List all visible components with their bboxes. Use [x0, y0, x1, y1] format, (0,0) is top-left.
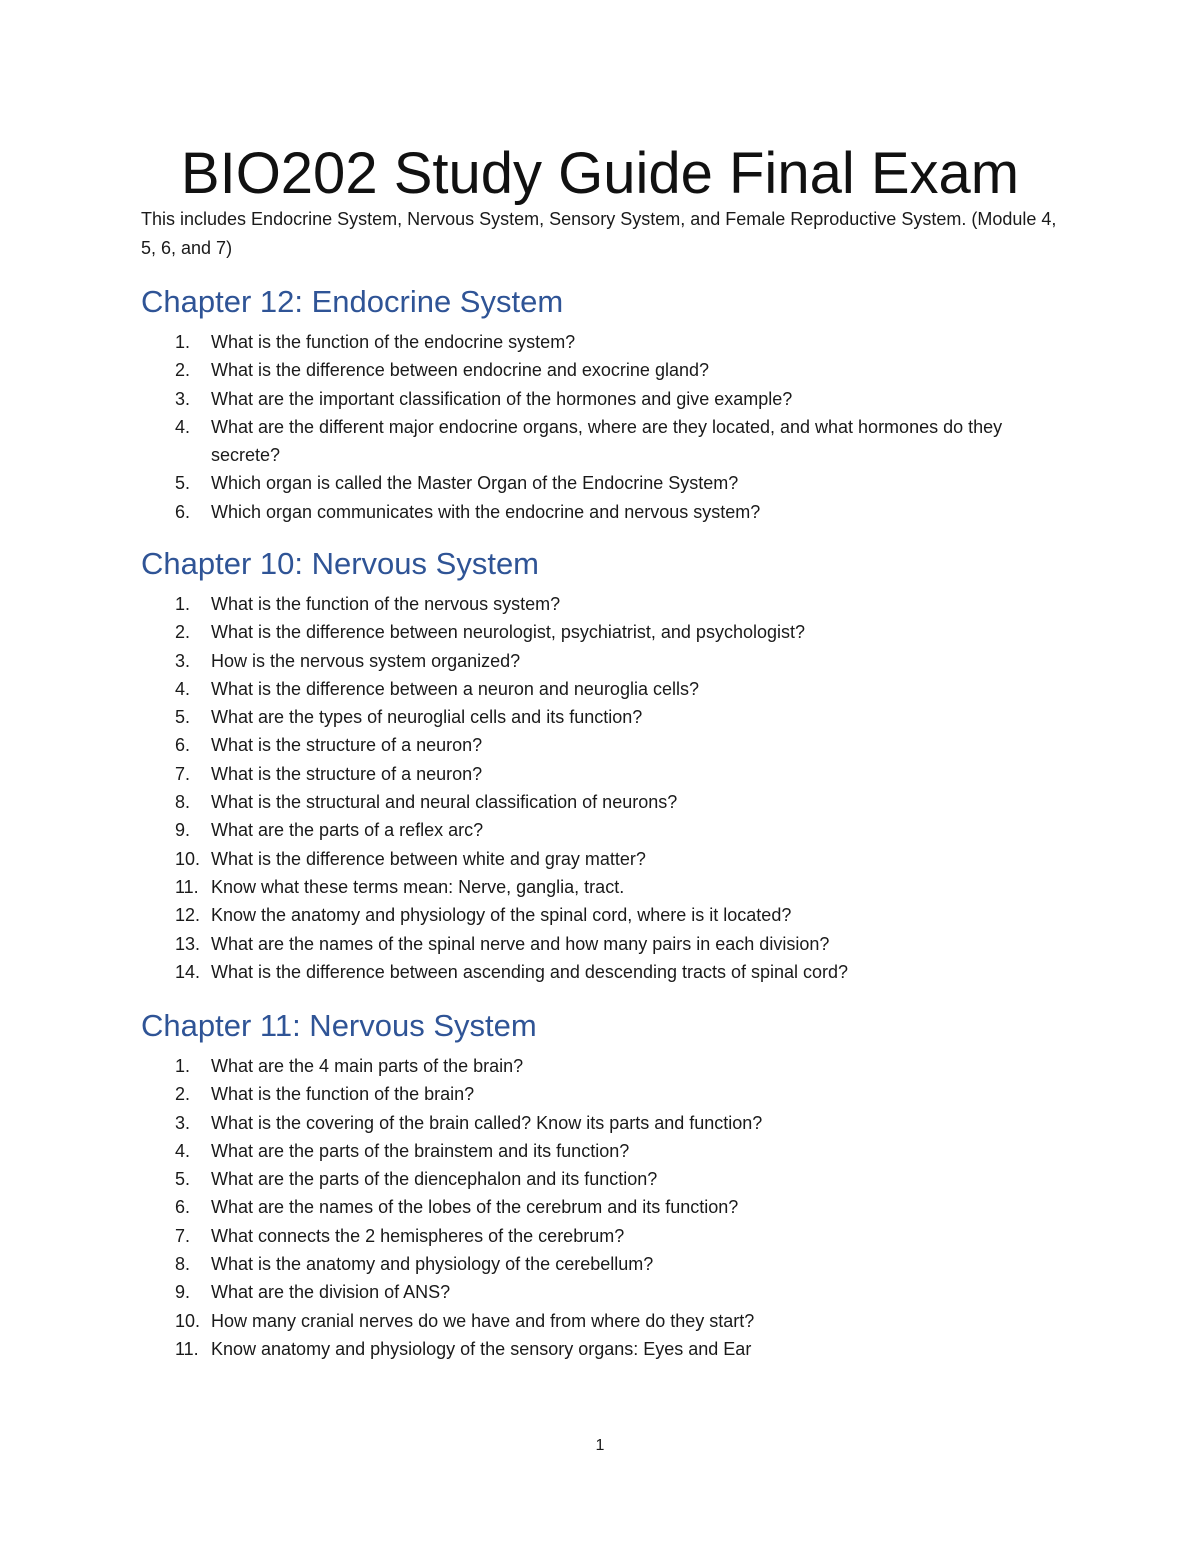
question-text: What is the function of the nervous system? [211, 594, 561, 614]
question-item [141, 760, 1061, 788]
chapter-11-section [141, 1006, 1061, 1363]
question-text: What are the parts of the diencephalon and its function? [211, 1169, 658, 1190]
question-item [141, 618, 1061, 646]
chapter-12-section [141, 282, 1061, 526]
page-number: 1 [595, 1437, 605, 1454]
question-text: What is the covering of the brain called? Know its parts and function? [211, 1112, 763, 1133]
question-text: Which organ is called the Master Organ of the Endocrine System? [211, 473, 739, 494]
question-number: 8. [175, 1254, 191, 1275]
question-text: What is the structure of a neuron? [211, 735, 483, 756]
question-item [141, 816, 1061, 844]
chapter-heading: Chapter 10: Nervous System [141, 546, 540, 581]
question-number: 12. [175, 905, 201, 926]
question-item [141, 1052, 1061, 1080]
question-number: 1. [175, 594, 191, 614]
question-text: What is the difference between ascending and descending tracts of spinal cord? [211, 961, 849, 982]
question-number: 3. [175, 1112, 191, 1133]
question-item [141, 356, 1061, 384]
question-item [141, 703, 1061, 731]
question-text: What is the difference between a neuron and neuroglia cells? [211, 678, 699, 699]
question-item [141, 1307, 1061, 1335]
question-number: 9. [175, 820, 191, 841]
question-item [141, 1278, 1061, 1306]
question-item [141, 1250, 1061, 1278]
question-number: 9. [175, 1282, 191, 1303]
question-text: Know anatomy and physiology of the sensory organs: Eyes and Ear [211, 1338, 752, 1359]
question-text: How is the nervous system organized? [211, 650, 521, 671]
question-text: What is the function of the endocrine system? [211, 332, 576, 352]
question-list [141, 328, 1061, 526]
question-number: 1. [175, 1056, 191, 1076]
question-number: 5. [175, 473, 191, 494]
question-text: What is the function of the brain? [211, 1084, 475, 1105]
question-item [141, 1165, 1061, 1193]
question-text: Know the anatomy and physiology of the spinal cord, where is it located? [211, 905, 792, 926]
question-text: What is the difference between endocrine and exocrine gland? [211, 360, 709, 381]
question-text: What are the types of neuroglial cells and its function? [211, 707, 643, 728]
question-text: What are the names of the spinal nerve and how many pairs in each division? [211, 933, 830, 954]
question-text: Know what these terms mean: Nerve, ganglia, tract. [211, 876, 625, 897]
question-text: What are the parts of the brainstem and its function? [211, 1140, 630, 1161]
question-number: 11. [175, 1338, 199, 1359]
question-item [141, 845, 1061, 873]
question-number: 4. [175, 1140, 191, 1161]
question-number: 7. [175, 1225, 191, 1246]
chapter-10-section [141, 544, 1061, 986]
question-number: 6. [175, 501, 191, 522]
question-item [141, 930, 1061, 958]
question-item [141, 385, 1061, 413]
question-item [141, 1080, 1061, 1108]
question-number: 14. [175, 961, 201, 982]
question-text: What is the structure of a neuron? [211, 763, 483, 784]
question-text: Which organ communicates with the endocrine and nervous system? [211, 501, 761, 522]
question-item [141, 413, 1061, 470]
chapter-heading: Chapter 11: Nervous System [141, 1008, 537, 1043]
question-text: What are the division of ANS? [211, 1282, 451, 1303]
question-number: 4. [175, 416, 191, 437]
question-text: What connects the 2 hemispheres of the cerebrum? [211, 1225, 625, 1246]
question-item [141, 590, 1061, 618]
question-number: 10. [175, 848, 201, 869]
question-item [141, 328, 1061, 356]
chapter-heading: Chapter 12: Endocrine System [141, 284, 564, 319]
question-item [141, 647, 1061, 675]
question-number: 8. [175, 792, 191, 813]
question-item [141, 1193, 1061, 1221]
question-item [141, 901, 1061, 929]
question-text: What is the anatomy and physiology of the cerebellum? [211, 1254, 654, 1275]
question-item [141, 1109, 1061, 1137]
question-number: 5. [175, 1169, 191, 1190]
question-number: 4. [175, 678, 191, 699]
question-number: 3. [175, 650, 191, 671]
question-number: 3. [175, 388, 191, 409]
question-item [141, 1137, 1061, 1165]
question-text: What is the structural and neural classification of neurons? [211, 792, 678, 813]
question-text: What are the names of the lobes of the cerebrum and its function? [211, 1197, 739, 1218]
question-number: 11. [175, 876, 199, 897]
intro-paragraph: This includes Endocrine System, Nervous System, Sensory System, and Female Reproductive System. (Module 4, 5, 6, and 7) [141, 209, 1057, 258]
question-item [141, 958, 1061, 986]
question-list [141, 590, 1061, 986]
question-text: What are the parts of a reflex arc? [211, 820, 484, 841]
question-number: 5. [175, 707, 191, 728]
question-text: What is the difference between neurologist, psychiatrist, and psychologist? [211, 622, 805, 643]
question-text: What are the different major endocrine organs, where are they located, and what hormones do they secrete? [211, 416, 1003, 466]
question-text: What are the 4 main parts of the brain? [211, 1056, 524, 1076]
question-number: 2. [175, 622, 191, 643]
question-item [141, 731, 1061, 759]
question-text: What is the difference between white and gray matter? [211, 848, 646, 869]
document-title: BIO202 Study Guide Final Exam [180, 141, 1020, 206]
question-number: 2. [175, 360, 191, 381]
question-number: 1. [175, 332, 191, 352]
question-item [141, 498, 1061, 526]
question-item [141, 1335, 1061, 1363]
question-item [141, 469, 1061, 497]
question-number: 10. [175, 1310, 201, 1331]
question-number: 6. [175, 735, 191, 756]
question-item [141, 788, 1061, 816]
question-text: How many cranial nerves do we have and from where do they start? [211, 1310, 755, 1331]
question-item [141, 873, 1061, 901]
question-number: 13. [175, 933, 201, 954]
question-number: 2. [175, 1084, 191, 1105]
question-item [141, 675, 1061, 703]
question-number: 7. [175, 763, 191, 784]
question-number: 6. [175, 1197, 191, 1218]
question-text: What are the important classification of the hormones and give example? [211, 388, 793, 409]
question-list [141, 1052, 1061, 1363]
question-item [141, 1222, 1061, 1250]
